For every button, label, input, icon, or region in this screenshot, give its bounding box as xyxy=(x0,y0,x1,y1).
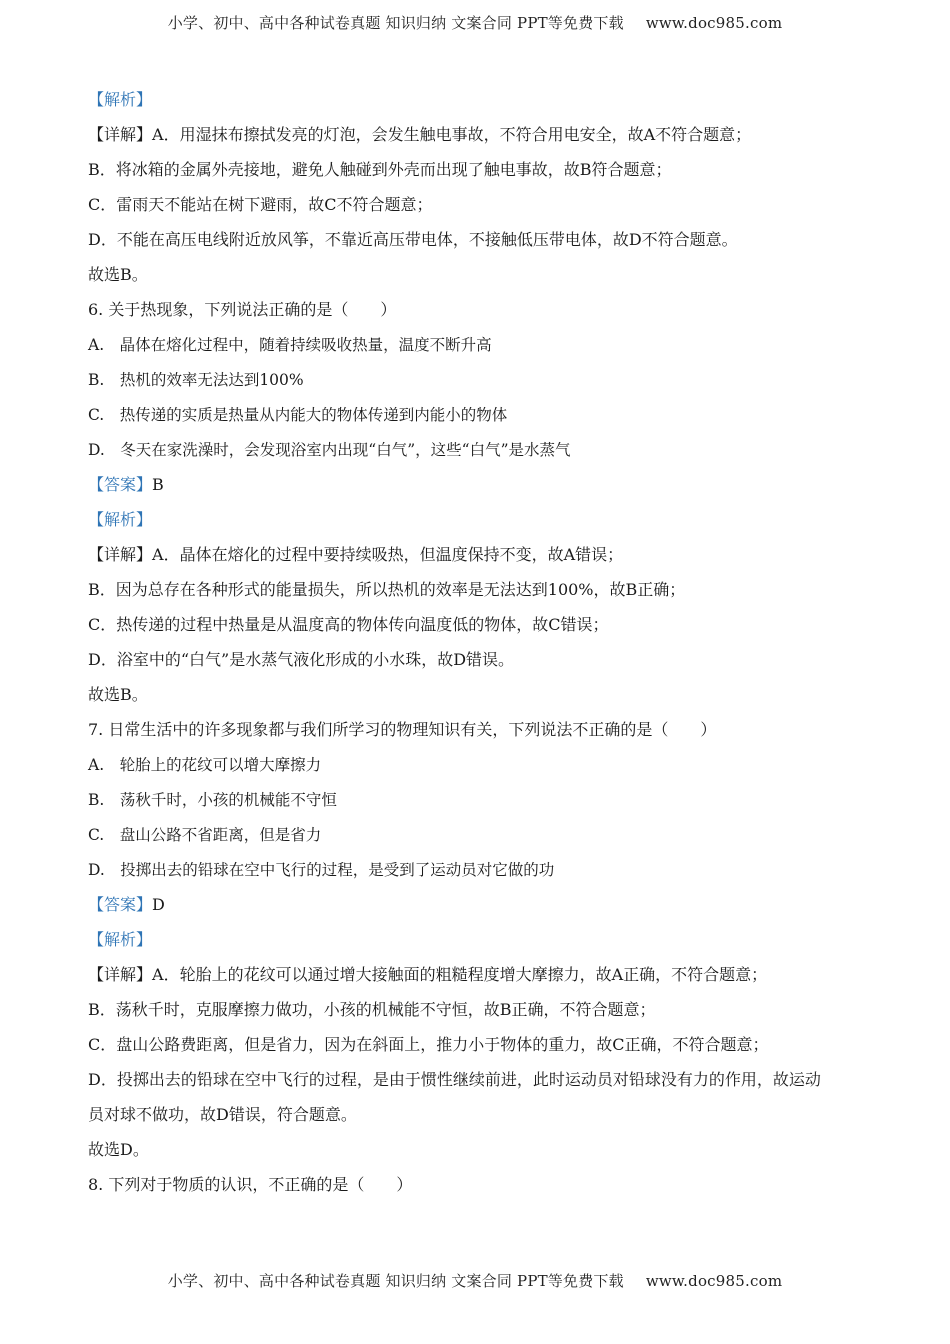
q5-detail-d: D．不能在高压电线附近放风筝，不靠近高压带电体，不接触低压带电体，故D不符合题意。 xyxy=(88,230,738,249)
q7-analysis-label: 【解析】 xyxy=(88,930,153,949)
q7-detail-c: C．盘山公路费距离，但是省力，因为在斜面上，推力小于物体的重力，故C正确，不符合题意； xyxy=(88,1035,769,1054)
header-text: 小学、初中、高中各种试卷真题 知识归纳 文案合同 PPT等免费下载 xyxy=(167,14,624,32)
q6-detail-c: C．热传递的过程中热量是从温度高的物体传向温度低的物体，故C错误； xyxy=(88,615,609,634)
footer-text: 小学、初中、高中各种试卷真题 知识归纳 文案合同 PPT等免费下载 xyxy=(167,1272,624,1290)
q6-detail-d: D．浴室中的“白气”是水蒸气液化形成的小水珠，故D错误。 xyxy=(88,650,515,669)
footer-url[interactable]: www.doc985.com xyxy=(645,1272,783,1290)
q6-detail-a xyxy=(88,543,868,578)
q7-option-d: D. 投掷出去的铅球在空中飞行的过程，是受到了运动员对它做的功 xyxy=(88,861,555,879)
document-body xyxy=(88,88,868,1208)
q8-stem: 8. 下列对于物质的认识，不正确的是（ ） xyxy=(88,1175,413,1194)
header-url[interactable]: www.doc985.com xyxy=(645,14,783,32)
q6-option-a: A. 晶体在熔化过程中，随着持续吸收热量，温度不断升高 xyxy=(88,336,492,354)
q5-detail-b: B．将冰箱的金属外壳接地，避免人触碰到外壳而出现了触电事故，故B符合题意； xyxy=(88,160,672,179)
q6-answer xyxy=(88,473,868,508)
q6-detail-a-text: A．晶体在熔化的过程中要持续吸热，但温度保持不变，故A错误； xyxy=(152,545,624,564)
q7-detail-a-text: A．轮胎上的花纹可以通过增大接触面的粗糙程度增大摩擦力，故A正确，不符合题意； xyxy=(152,965,768,984)
q6-option-b: B. 热机的效率无法达到100% xyxy=(88,371,304,389)
q6-option-d: D. 冬天在家洗澡时，会发现浴室内出现“白气”，这些“白气”是水蒸气 xyxy=(88,441,571,459)
answer-label: 【答案】 xyxy=(88,475,153,494)
q7-answer-value: D xyxy=(152,895,165,914)
q6-stem: 6. 关于热现象，下列说法正确的是（ ） xyxy=(88,300,397,319)
q6-answer-value: B xyxy=(152,475,164,494)
q7-detail-d-line1: D．投掷出去的铅球在空中飞行的过程，是由于惯性继续前进，此时运动员对铅球没有力的作用，故运动 xyxy=(88,1070,821,1089)
q5-detail-c: C．雷雨天不能站在树下避雨，故C不符合题意； xyxy=(88,195,433,214)
q6-analysis-label: 【解析】 xyxy=(88,510,153,529)
detail-label: 【详解】 xyxy=(88,545,153,564)
q7-stem: 7. 日常生活中的许多现象都与我们所学习的物理知识有关，下列说法不正确的是（ ） xyxy=(88,720,717,739)
page-footer xyxy=(0,1270,950,1291)
q7-conclusion: 故选D。 xyxy=(88,1140,149,1159)
page-header xyxy=(0,12,950,33)
q7-detail-a xyxy=(88,963,868,998)
q6-conclusion: 故选B。 xyxy=(88,685,148,704)
q5-analysis-label: 【解析】 xyxy=(88,90,153,109)
detail-label: 【详解】 xyxy=(88,125,153,144)
q7-option-a: A. 轮胎上的花纹可以增大摩擦力 xyxy=(88,756,322,774)
q7-option-c: C. 盘山公路不省距离，但是省力 xyxy=(88,826,322,844)
q7-answer xyxy=(88,893,868,928)
answer-label: 【答案】 xyxy=(88,895,153,914)
q6-detail-b: B．因为总存在各种形式的能量损失，所以热机的效率是无法达到100%，故B正确； xyxy=(88,580,686,599)
q7-option-b: B. 荡秋千时，小孩的机械能不守恒 xyxy=(88,791,337,809)
q6-option-c: C. 热传递的实质是热量从内能大的物体传递到内能小的物体 xyxy=(88,406,508,424)
q5-detail-a xyxy=(88,123,868,158)
q5-conclusion: 故选B。 xyxy=(88,265,148,284)
q5-detail-a-text: A．用湿抹布擦拭发亮的灯泡，会发生触电事故，不符合用电安全，故A不符合题意； xyxy=(152,125,752,144)
q7-detail-d-line2: 员对球不做功，故D错误，符合题意。 xyxy=(88,1105,357,1124)
q7-detail-b: B．荡秋千时，克服摩擦力做功，小孩的机械能不守恒，故B正确，不符合题意； xyxy=(88,1000,656,1019)
detail-label: 【详解】 xyxy=(88,965,153,984)
